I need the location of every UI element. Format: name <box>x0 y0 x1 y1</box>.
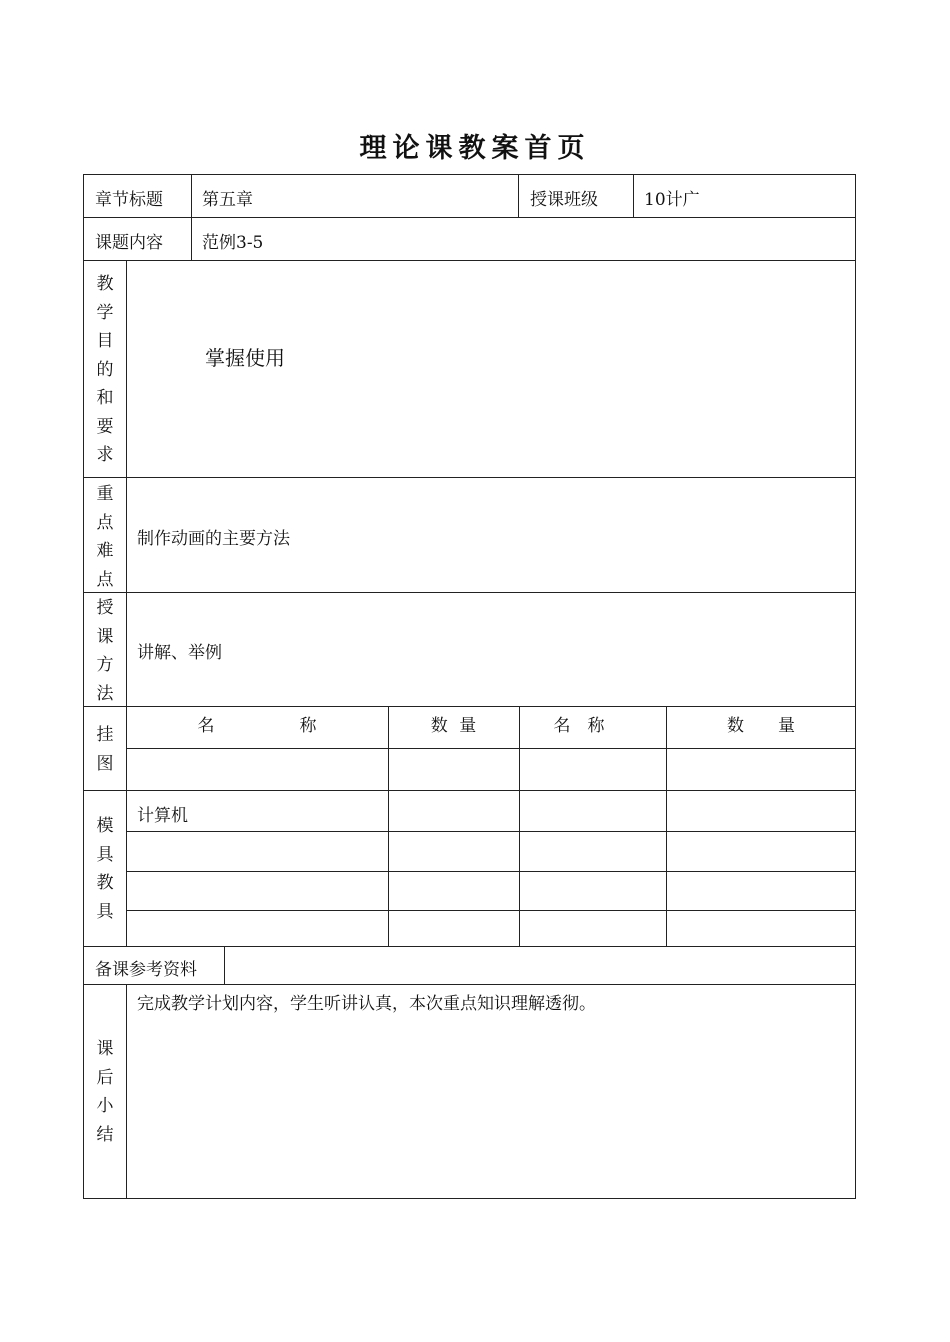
header-name-2: 名 称 <box>553 716 605 736</box>
keypoints-label: 重 点 难 点 <box>96 484 114 590</box>
models-label: 模 具 教 具 <box>96 816 114 922</box>
header-quantity-2: 数 量 <box>727 716 795 736</box>
chapter-label: 章节标题 <box>95 190 163 210</box>
summary-label: 课 后 小 结 <box>96 1039 114 1145</box>
keypoints-value: 制作动画的主要方法 <box>137 529 290 549</box>
topic-label: 课题内容 <box>95 233 163 253</box>
model-item: 计算机 <box>137 806 188 826</box>
wallchart-label: 挂 图 <box>96 725 114 774</box>
method-value: 讲解、举例 <box>137 643 222 663</box>
references-label: 备课参考资料 <box>95 960 197 980</box>
summary-value: 完成教学计划内容，学生听讲认真，本次重点知识理解透彻。 <box>137 994 596 1014</box>
objectives-label: 教 学 目 的 和 要 求 <box>96 274 114 465</box>
chapter-value: 第五章 <box>202 190 253 210</box>
header-name-1: 名 称 <box>197 716 317 736</box>
class-value: 10计广 <box>644 190 700 210</box>
method-label: 授 课 方 法 <box>96 598 114 704</box>
class-label: 授课班级 <box>530 190 598 210</box>
topic-value: 范例3-5 <box>202 233 264 253</box>
page-title: 理论课教案首页 <box>359 133 591 164</box>
objectives-value: 掌握使用 <box>205 346 285 370</box>
header-quantity-1: 数 量 <box>430 716 477 736</box>
